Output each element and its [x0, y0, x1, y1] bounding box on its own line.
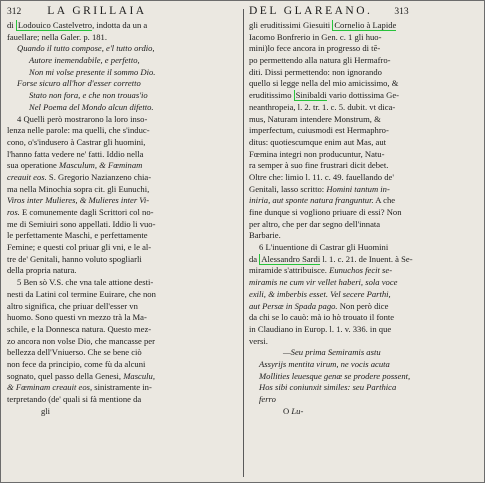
text-segment: le perfettamente Maschi, e perfettamente	[7, 230, 148, 241]
text-line	[249, 254, 479, 266]
text-segment: quello si legge nella del mio amicissimo, &	[249, 78, 399, 89]
text-line	[249, 195, 479, 207]
text-segment: 4 Quelli però mostrarono la loro inso-	[17, 113, 148, 124]
text-line	[7, 324, 237, 336]
text-line	[7, 67, 237, 79]
text-line	[249, 230, 479, 242]
text-segment: Homini tantum in-	[326, 183, 390, 194]
text-line	[7, 43, 237, 55]
text-line	[7, 301, 237, 313]
text-line	[249, 371, 479, 383]
text-segment: zo ancora non volse Dio, che mancasse per	[7, 335, 155, 346]
text-segment: eruditissimo	[249, 90, 294, 101]
text-line	[7, 149, 237, 161]
text-segment: in Claudiano in Europ. l. 1. v. 336. in que	[249, 323, 392, 334]
text-segment: Eunuchos fecit se-	[329, 265, 393, 276]
text-segment: Non mi volse presente il sommo Dio.	[29, 66, 156, 77]
text-line	[7, 184, 237, 196]
text-line	[249, 265, 479, 277]
text-segment: Quando il tutto compose, e'l tutto ordio,	[17, 43, 155, 54]
text-segment: sua operatione	[7, 160, 60, 171]
text-segment: nesti da Latini col termine Euirare, che non	[7, 288, 156, 299]
text-segment: mini)lo fece ancora in progresso di tē-	[249, 43, 381, 54]
text-line	[7, 114, 237, 126]
text-line	[7, 254, 237, 266]
highlighted-name: Cornelio à Lapide	[334, 20, 397, 30]
text-segment: Lu-	[289, 405, 304, 416]
text-segment: ditus: quotiescumque enim aut Mas, aut	[249, 136, 387, 147]
text-line	[7, 394, 237, 406]
text-segment: cono, o's'indusero à Castrar gli huomini,	[7, 136, 146, 147]
text-line	[7, 382, 237, 394]
text-segment: E comunemente dagli Scrittori col no-	[19, 207, 154, 217]
left-page-number: 312	[7, 7, 22, 17]
text-line	[249, 149, 479, 161]
text-line	[7, 78, 237, 90]
text-segment: Oltre che: limio l. 11. c. 49. fauellando de'	[249, 171, 394, 182]
text-segment: & Fœminam creauit eos,	[7, 382, 93, 393]
text-line	[7, 20, 237, 32]
right-page-number: 313	[394, 7, 409, 17]
text-segment: altro significa, che priuar dell'esser vn	[7, 300, 138, 311]
right-page-text	[249, 20, 479, 417]
text-segment: Viros inter Mulieres, & Mulieres inter Vi-	[7, 195, 150, 206]
text-line	[7, 137, 237, 149]
text-line	[249, 172, 479, 184]
text-line	[249, 242, 479, 254]
text-line	[7, 90, 237, 102]
text-line	[7, 312, 237, 324]
page-gutter-divider	[243, 9, 244, 477]
text-line	[7, 207, 237, 219]
text-line	[249, 20, 479, 32]
text-line	[7, 102, 237, 114]
text-line	[7, 289, 237, 301]
text-line	[7, 125, 237, 137]
text-segment: tre de' Genitali, hanno voluto spogliarli	[7, 253, 142, 264]
text-line	[7, 172, 237, 184]
text-segment: O	[283, 405, 290, 416]
text-line	[7, 219, 237, 231]
text-line	[7, 230, 237, 242]
text-line	[249, 207, 479, 219]
right-page	[249, 5, 479, 417]
text-line	[249, 336, 479, 348]
text-segment: iniria, aut sponte natura franguntur.	[249, 195, 374, 206]
text-line	[249, 114, 479, 126]
text-line	[249, 184, 479, 196]
left-page-header	[7, 5, 237, 20]
text-line	[249, 32, 479, 44]
text-segment: ros.	[7, 207, 20, 217]
text-segment: imperfectum, cuiusmodi est Hermaphro-	[249, 125, 389, 136]
text-line	[249, 55, 479, 67]
text-segment: fauellare; nella Galer. p. 181.	[7, 31, 107, 42]
text-segment: Iacomo Bonfrerio in Gen. c. 1 gli huo-	[249, 31, 382, 42]
text-line	[249, 382, 479, 394]
text-line	[249, 406, 479, 418]
text-segment: miramis ne cum vir vellet haberi, sola voce	[249, 277, 398, 288]
highlighted-name: Lodouico Castelvetro	[17, 20, 93, 30]
text-segment: fine dunque si vogliono priuare di essi? Non	[249, 207, 402, 217]
text-line	[249, 90, 479, 102]
text-line	[249, 312, 479, 324]
text-line	[7, 160, 237, 172]
text-line	[249, 67, 479, 79]
text-segment: miramide s'attribuisce.	[249, 265, 330, 276]
text-segment: 6 L'inuentione di Castrar gli Huomini	[259, 242, 389, 253]
text-line	[7, 371, 237, 383]
text-segment: di	[7, 20, 16, 30]
text-segment: huomo. Sono questi vn mezzo trà la Ma-	[7, 312, 147, 323]
text-segment: lenza nelle parole: ma quelli, che s'induc-	[7, 125, 150, 136]
text-line	[249, 125, 479, 137]
text-line	[7, 32, 237, 44]
text-segment: mus, Naturam intendere Monstrum, &	[249, 113, 381, 124]
text-segment: terpretando (de' quali si fà mentione da	[7, 394, 142, 404]
text-segment: Assyrijs mentita virum, ne vocis acuta	[259, 358, 390, 369]
text-segment: ra semper à suo fine frustrari dicit debet.	[249, 160, 389, 171]
text-line	[249, 347, 479, 359]
text-segment: Masculu,	[123, 370, 155, 381]
text-segment: vario dottissima Ge-	[326, 90, 400, 101]
text-segment: gli	[41, 405, 51, 416]
text-line	[249, 43, 479, 55]
text-line	[249, 78, 479, 90]
text-segment: schile, e la Donnesca natura. Questo mez-	[7, 323, 152, 334]
text-segment: po permettendo alla natura gli Hermafro-	[249, 55, 391, 66]
highlighted-name: Alessandro Sardi	[261, 253, 321, 264]
text-segment: da chi se lo cauò: mà io hò trouato il fonte	[249, 312, 395, 323]
text-line	[7, 277, 237, 289]
text-segment: S. Gregorio Nazianzeno chia-	[46, 171, 152, 182]
text-segment: exili, & imberbis esset. Vel secere Parthi,	[249, 288, 391, 299]
text-segment: Barbarie.	[249, 230, 281, 241]
text-line	[249, 289, 479, 301]
text-segment: , indotta da un a	[92, 20, 148, 30]
text-segment: gli eruditissimi Giesuiti	[249, 20, 333, 30]
text-segment: l'hanno fatta vedere ne' fatti. Iddio nella	[7, 148, 144, 159]
text-segment: neanthropeia, l. 2. tr. 1. c. 5. dubit. vt dica-	[249, 101, 396, 112]
text-line	[249, 394, 479, 406]
text-segment: Stato non fora, e che non trouas'io	[29, 90, 148, 101]
text-segment: bellezza dell'Vniuerso. Che se bene ciò	[7, 347, 142, 358]
text-line	[249, 277, 479, 289]
text-segment: Mollities leuesque genæ se prodere possent,	[259, 370, 411, 381]
text-segment: —Seu prima Semiramis astu	[283, 347, 381, 358]
text-segment: Masculum, & Fœminam	[59, 160, 143, 171]
text-segment: l. 1. c. 21. de Inuent. à Se-	[320, 253, 413, 264]
text-line	[7, 347, 237, 359]
text-segment: Non però dice	[337, 300, 389, 311]
text-line	[249, 359, 479, 371]
text-segment: creauit eos.	[7, 171, 47, 182]
text-segment: non fece da principio, come fù da alcuni	[7, 358, 146, 369]
text-line	[249, 102, 479, 114]
text-segment: per altro, che per dar segno dell'innata	[249, 218, 381, 229]
text-segment: diti. Dissi permettendo: non ignorando	[249, 66, 382, 77]
left-running-title: LA GRILLAIA	[47, 5, 147, 17]
left-page	[7, 5, 237, 417]
text-segment: sinistramente in-	[92, 382, 152, 393]
right-running-title: DEL GLAREANO.	[249, 5, 373, 17]
text-line	[249, 160, 479, 172]
text-segment: della propria natura.	[7, 265, 77, 276]
text-line	[249, 137, 479, 149]
text-segment: sognato, quel passo della Genesi,	[7, 370, 124, 381]
text-segment: aut Persæ in Spada pago.	[249, 300, 338, 311]
text-line	[249, 219, 479, 231]
highlighted-name: Sinibaldi	[295, 90, 327, 101]
text-segment: da	[249, 253, 260, 264]
text-line	[7, 359, 237, 371]
right-page-header	[249, 5, 479, 20]
left-page-text	[7, 20, 237, 417]
text-segment: Fœmina integri non producuntur, Natu-	[249, 148, 385, 159]
text-segment: Autore inemendabile, e perfetto,	[29, 55, 140, 66]
text-line	[7, 336, 237, 348]
text-segment: A che	[373, 195, 396, 206]
text-segment: Genitali, lasso scritto:	[249, 183, 327, 194]
text-segment: ma nella Minochia sopra cit. gli Eunuchi,	[7, 183, 150, 194]
text-segment: 5 Ben sò V.S. che vna tale attione desti-	[17, 277, 154, 288]
text-segment: ferro	[259, 394, 276, 404]
text-segment: Hos sibi coniunxit similes: seu Parthica	[259, 382, 397, 393]
text-line	[7, 242, 237, 254]
text-segment: Forse sicuro all'hor d'esser corretto	[17, 78, 141, 89]
text-line	[249, 301, 479, 313]
text-segment: me di Semiuiri sono appellati. Iddio li vuo-	[7, 218, 156, 229]
text-segment: versi.	[249, 335, 268, 346]
text-line	[249, 324, 479, 336]
text-segment: Nel Poema del Mondo alcun difetto.	[29, 101, 154, 112]
text-line	[7, 265, 237, 277]
text-segment: Femine; e questi col priuar gli vni, e le al-	[7, 242, 152, 253]
text-line	[7, 55, 237, 67]
text-line	[7, 195, 237, 207]
text-line	[7, 406, 237, 418]
